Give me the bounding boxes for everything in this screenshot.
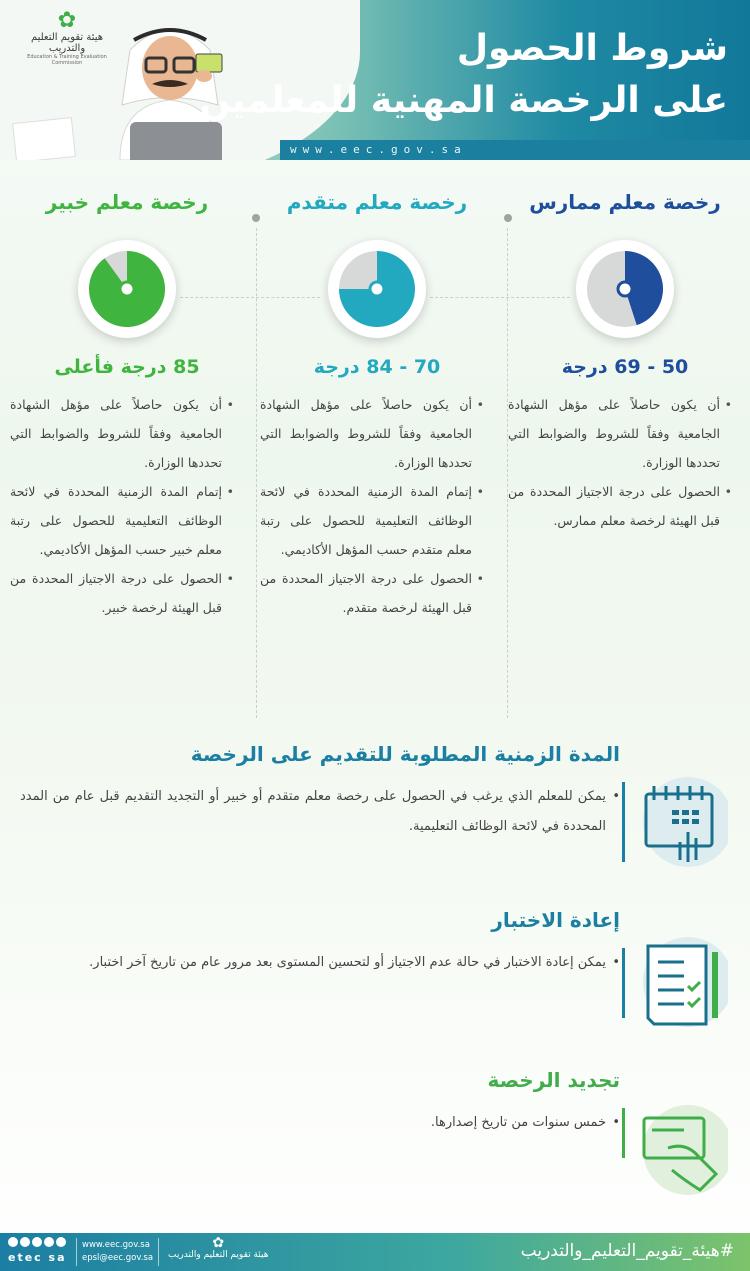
license-score: 70 - 84 درجة xyxy=(313,356,441,378)
twitter-icon[interactable] xyxy=(8,1237,18,1247)
section-body: • خمس سنوات من تاريخ إصدارها. xyxy=(20,1108,620,1138)
license-column-practitioner xyxy=(500,190,750,535)
section-accent-bar xyxy=(622,1108,625,1158)
list-item: • أن يكون حاصلاً على مؤهل الشهادة الجامعية وفقاً للشروط والضوابط التي تحددها الوزارة. xyxy=(10,390,234,477)
license-column-advanced xyxy=(252,190,502,622)
header-banner xyxy=(0,0,750,160)
card-hand-icon xyxy=(628,1100,728,1200)
section-retest xyxy=(20,908,620,978)
license-title: رخصة معلم خبير xyxy=(45,190,209,214)
license-title: رخصة معلم متقدم xyxy=(286,190,468,214)
list-item: • الحصول على درجة الاجتياز المحددة من قبل الهيئة لرخصة خبير. xyxy=(10,564,234,622)
logo-arabic-name: هيئة تقويم التعليم والتدريب xyxy=(30,32,104,54)
gauge-center xyxy=(120,282,134,296)
gauge-pie xyxy=(85,247,169,331)
license-column-expert xyxy=(2,190,252,622)
footer-contact xyxy=(82,1239,153,1265)
footer-logo-text: هيئة تقويم التعليم والتدريب xyxy=(168,1250,269,1260)
footer-bar xyxy=(0,1233,750,1271)
section-title: المدة الزمنية المطلوبة للتقديم على الرخصة xyxy=(190,742,620,766)
section-title: إعادة الاختبار xyxy=(491,908,620,932)
section-application-period xyxy=(20,742,620,842)
gauge-center xyxy=(618,282,632,296)
list-item: • الحصول على درجة الاجتياز المحددة من قبل الهيئة لرخصة متقدم. xyxy=(260,564,484,622)
requirements-list xyxy=(500,390,750,535)
flower-logo-icon: ✿ xyxy=(57,8,77,33)
social-handle: etec sa xyxy=(8,1251,67,1264)
list-item: • إتمام المدة الزمنية المحددة في لائحة الوظائف التعليمية للحصول على رتبة معلم متقدم حسب المؤهل الأكاديمي. xyxy=(260,477,484,564)
section-body: • يمكن للمعلم الذي يرغب في الحصول على رخصة معلم متقدم أو خبير أو التجديد التقديم قبل عام من المدد المحددة في لائحة الوظائف التعليمية. xyxy=(20,782,620,842)
section-title: تجديد الرخصة xyxy=(487,1068,620,1092)
license-score: 85 درجة فأعلى xyxy=(54,356,200,378)
requirements-list xyxy=(2,390,252,622)
flower-logo-icon: ✿ xyxy=(212,1235,225,1251)
instagram-icon[interactable] xyxy=(20,1237,30,1247)
license-score: 50 - 69 درجة xyxy=(561,356,689,378)
website-url: www.eec.gov.sa xyxy=(280,140,750,160)
list-item: • الحصول على درجة الاجتياز المحددة من قبل الهيئة لرخصة معلم ممارس. xyxy=(508,477,732,535)
snapchat-icon[interactable] xyxy=(44,1237,54,1247)
footer-website-link[interactable]: www.eec.gov.sa xyxy=(82,1240,150,1250)
laptop-illustration xyxy=(130,122,222,160)
footer-separator xyxy=(158,1238,159,1266)
list-item: • أن يكون حاصلاً على مؤهل الشهادة الجامعية وفقاً للشروط والضوابط التي تحددها الوزارة. xyxy=(508,390,732,477)
calendar-hand-icon xyxy=(628,772,728,872)
gauge-pie xyxy=(335,247,419,331)
footer-logo xyxy=(168,1236,269,1260)
score-gauge xyxy=(500,224,750,354)
logo-english-name: Education & Training Evaluation Commission xyxy=(27,54,107,66)
footer-separator xyxy=(76,1238,77,1266)
checklist-icon xyxy=(628,932,728,1032)
section-accent-bar xyxy=(622,948,625,1018)
list-item: • أن يكون حاصلاً على مؤهل الشهادة الجامعية وفقاً للشروط والضوابط التي تحددها الوزارة. xyxy=(260,390,484,477)
section-body: • يمكن إعادة الاختبار في حالة عدم الاجتياز أو لتحسين المستوى بعد مرور عام من تاريخ آخر اختبار. xyxy=(20,948,620,978)
social-icons xyxy=(8,1237,66,1247)
section-accent-bar xyxy=(622,782,625,862)
facebook-icon[interactable] xyxy=(56,1237,66,1247)
section-renewal xyxy=(20,1068,620,1138)
paper-stack-illustration xyxy=(12,117,76,160)
footer-email-link[interactable]: epsl@eec.gov.sa xyxy=(82,1253,154,1263)
page-title-line1: شروط الحصول xyxy=(456,28,728,69)
page-title-line2: على الرخصة المهنية للمعلمين xyxy=(199,80,728,121)
license-title: رخصة معلم ممارس xyxy=(529,190,721,214)
gauge-center xyxy=(370,282,384,296)
gauge-pie xyxy=(583,247,667,331)
list-item: • إتمام المدة الزمنية المحددة في لائحة الوظائف التعليمية للحصول على رتبة معلم خبير حسب المؤهل الأكاديمي. xyxy=(10,477,234,564)
score-gauge xyxy=(2,224,252,354)
footer-hashtag[interactable]: #هيئة_تقويم_التعليم_والتدريب xyxy=(520,1241,734,1261)
youtube-icon[interactable] xyxy=(32,1237,42,1247)
score-gauge xyxy=(252,224,502,354)
requirements-list xyxy=(252,390,502,622)
